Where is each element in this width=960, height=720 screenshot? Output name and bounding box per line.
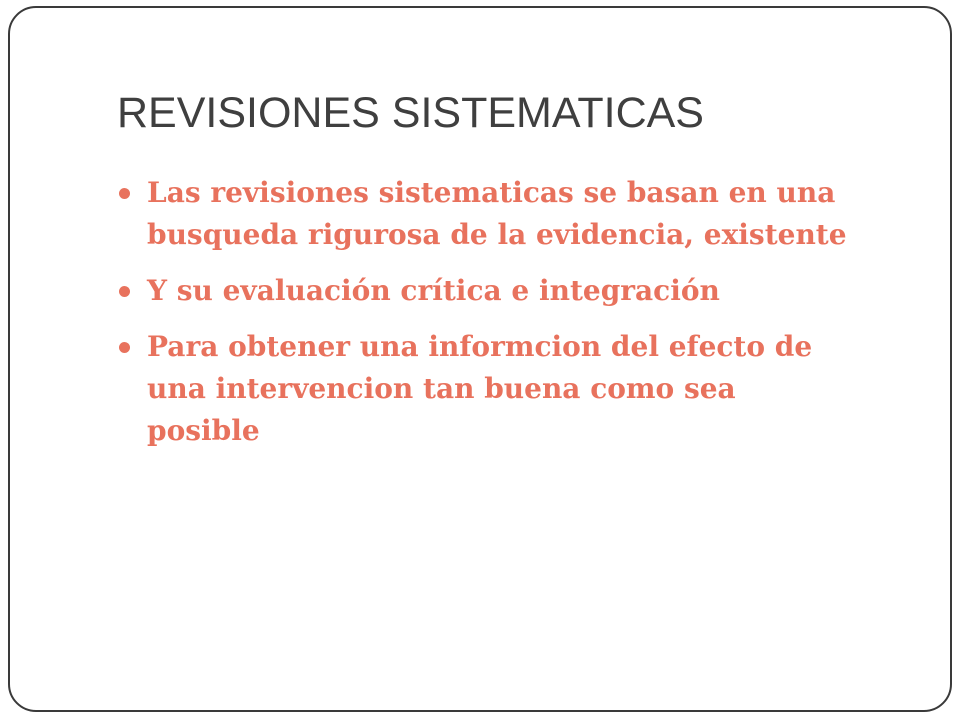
bullet-dot-icon: [119, 342, 130, 353]
slide-title: REVISIONES SISTEMATICAS: [117, 89, 704, 137]
bullet-dot-icon: [119, 188, 130, 199]
bullet-item: [117, 326, 857, 452]
bullet-item: [117, 172, 857, 256]
slide-frame: [8, 6, 952, 712]
bullet-dot-icon: [119, 286, 130, 297]
bullet-list: [117, 172, 857, 466]
bullet-text: Las revisiones sistematicas se basan en una busqueda rigurosa de la evidencia, existente: [147, 176, 847, 251]
bullet-text: Y su evaluación crítica e integración: [147, 274, 720, 307]
bullet-text: Para obtener una informcion del efecto de una intervencion tan buena como sea posible: [147, 330, 813, 447]
bullet-item: [117, 270, 857, 312]
